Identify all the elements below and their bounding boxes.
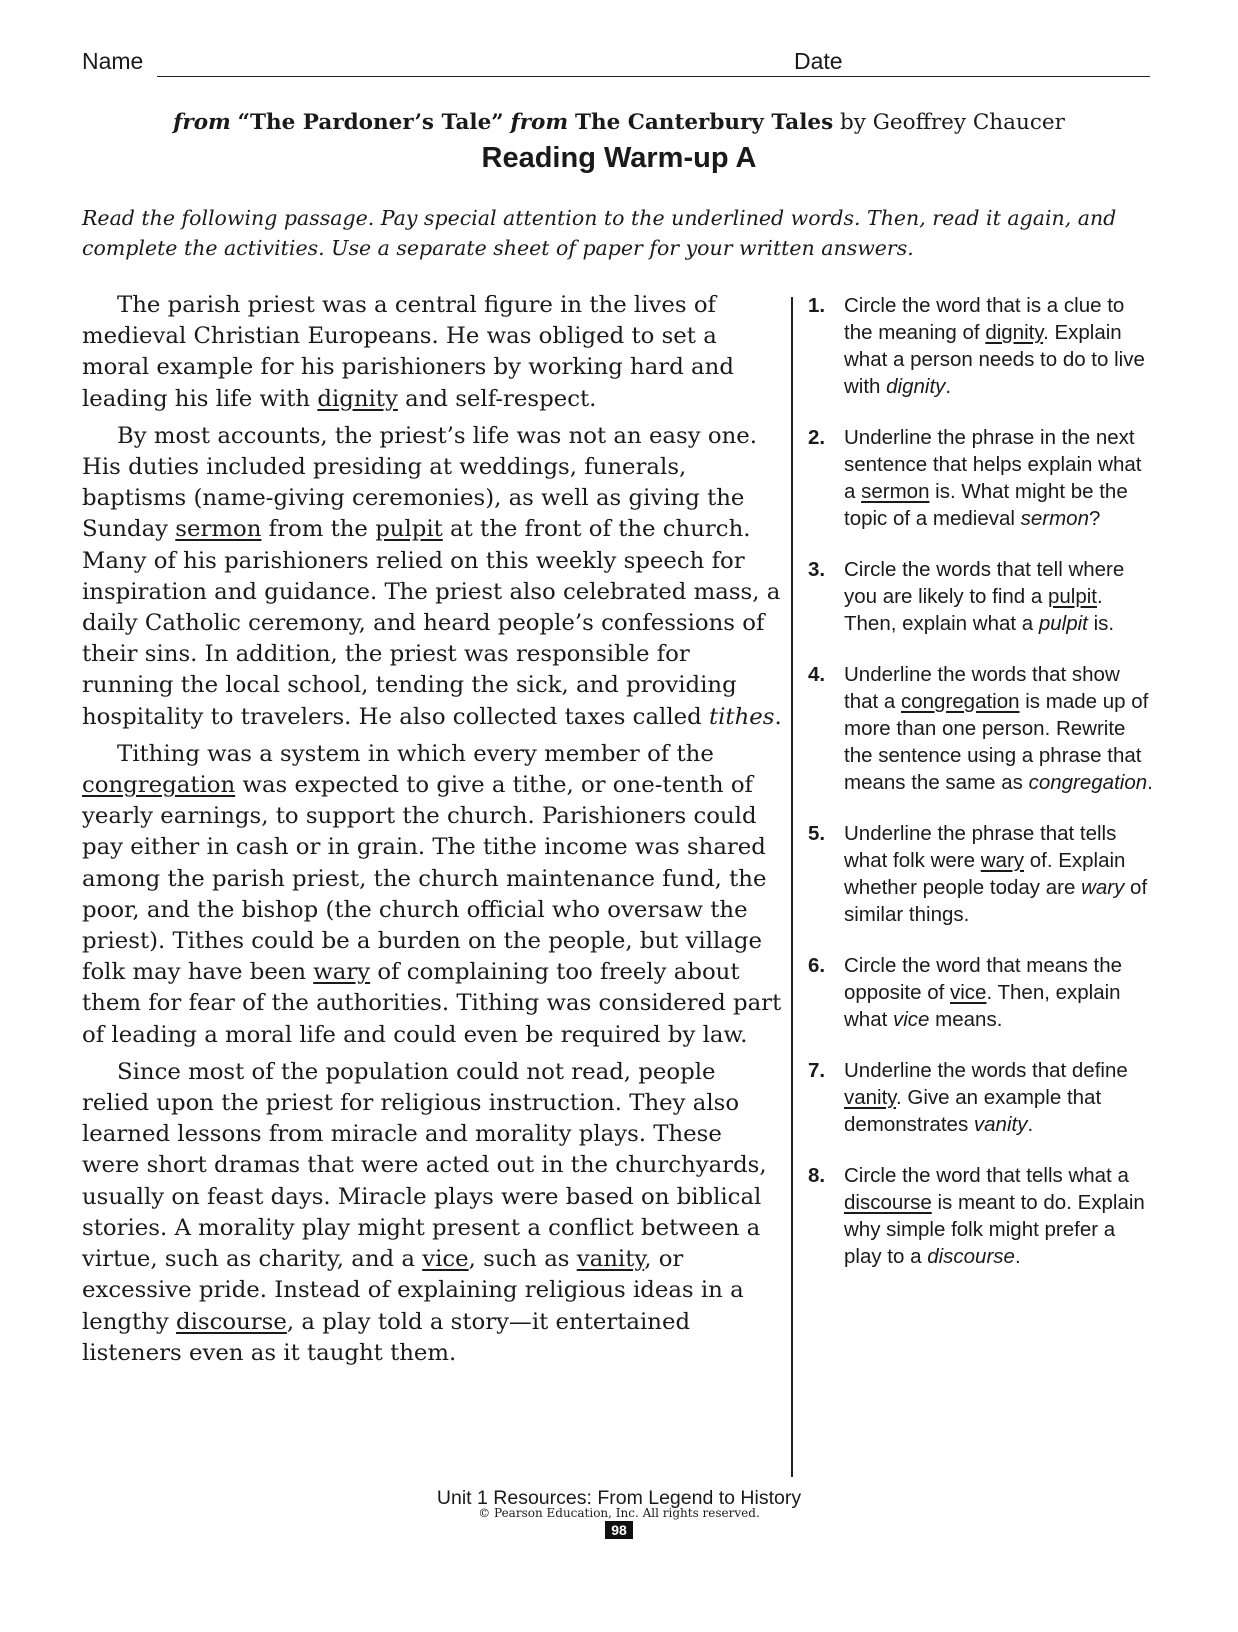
term-tithes: tithes: [708, 703, 775, 730]
question-item: 3. Circle the words that tell where you are likely to find a pulpit. Then, explain what a pulpit is.: [808, 558, 1125, 635]
paragraph-1: The parish priest was a central figure in the lives of medieval Christian Europeans. He was obliged to set a moral example for his parishioners by working hard and leading his life with dignity and self-respect.: [82, 292, 734, 412]
vocab-dignity: dignity: [317, 385, 398, 412]
vocab-vice: vice: [422, 1246, 469, 1273]
column-divider: [791, 297, 793, 1477]
question-number: 7.: [808, 1059, 826, 1082]
paragraph-2: By most accounts, the priest’s life was not an easy one. His duties included presiding at weddings, funerals, baptisms (name-giving ceremonies), as well as giving the Sunday sermon from the pulpit at the front of the church. Many of his parishioners relied on this weekly speech for inspiration and guidance. The priest also celebrated mass, a daily Catholic ceremony, and heard people’s confessions of their sins. In addition, the priest was responsible for running the local school, tending the sick, and providing hospitality to travelers. He also collected taxes called tithes.: [82, 422, 782, 730]
paragraph-3: Tithing was a system in which every member of the congregation was expected to give a tithe, or one-tenth of yearly earnings, to support the church. Parishioners could pay either in cash or in grain. The tithe income was shared among the parish priest, the church maintenance fund, the poor, and the bishop (the church official who oversaw the priest). Tithes could be a burden on the people, but village folk may have been wary of complaining too freely about them for fear of the authorities. Tithing was considered part of leading a moral life and could even be required by law.: [82, 740, 782, 1048]
date-line[interactable]: [857, 76, 1150, 77]
instructions: Read the following passage. Pay special attention to the underlined words. Then, read it again, and complete the activities. Use a separate sheet of paper for your written answers.: [82, 206, 1117, 260]
question-item: 2. Underline the phrase in the next sentence that helps explain what a sermon is. What might be the topic of a medieval sermon?: [808, 426, 1142, 530]
vocab-discourse: discourse: [176, 1308, 287, 1335]
name-label: Name: [82, 48, 144, 74]
name-line[interactable]: [157, 76, 857, 77]
question-number: 1.: [808, 294, 826, 317]
question-number: 5.: [808, 822, 826, 845]
question-item: 6. Circle the word that means the opposite of vice. Then, explain what vice means.: [808, 954, 1123, 1031]
question-number: 2.: [808, 426, 826, 449]
question-number: 6.: [808, 954, 826, 977]
copyright: © Pearson Education, Inc. All rights reserved.: [478, 1506, 760, 1520]
name-date-row: [82, 48, 1150, 84]
source-line: [0, 110, 1238, 135]
question-number: 8.: [808, 1164, 826, 1187]
footer: [0, 1487, 1238, 1540]
source-book: The Canterbury Tales: [574, 110, 834, 135]
footer-title: Unit 1 Resources: From Legend to History: [436, 1487, 802, 1509]
question-item: 4. Underline the words that show that a congregation is made up of more than one person. Rewrite the sentence using a phrase that means the same as congregation.: [808, 663, 1153, 794]
passage: [82, 290, 782, 1375]
source-from: from: [173, 110, 231, 135]
source-author: by Geoffrey Chaucer: [840, 110, 1065, 135]
question-number: 3.: [808, 558, 826, 581]
question-item: 7. Underline the words that define vanity. Give an example that demonstrates vanity.: [808, 1059, 1128, 1136]
page-title: Reading Warm-up A: [481, 142, 757, 174]
vocab-wary: wary: [313, 959, 371, 986]
vocab-congregation: congregation: [82, 772, 236, 799]
source-from-2: from: [510, 110, 569, 135]
paragraph-4: Since most of the population could not read, people relied upon the priest for religious instruction. They also learned lessons from miracle and morality plays. These were short dramas that were acted out in the churchyards, usually on feast days. Miracle plays were based on biblical stories. A morality play might present a conflict between a virtue, such as charity, and a vice, such as vanity, or excessive pride. Instead of explaining religious ideas in a lengthy discourse, a play told a story—it entertained listeners even as it taught them.: [82, 1058, 767, 1366]
page-number: 98: [605, 1521, 633, 1539]
question-number: 4.: [808, 663, 826, 686]
question-item: 8. Circle the word that tells what a discourse is meant to do. Explain why simple folk might prefer a play to a discourse.: [808, 1164, 1145, 1268]
source-tale: “The Pardoner’s Tale”: [237, 110, 504, 135]
question-item: 1. Circle the word that is a clue to the meaning of dignity. Explain what a person needs to do to live with dignity.: [808, 294, 1145, 398]
date-label: Date: [794, 48, 843, 74]
vocab-vanity: vanity: [576, 1246, 645, 1273]
vocab-sermon: sermon: [175, 516, 262, 543]
vocab-pulpit: pulpit: [375, 516, 443, 543]
question-item: 5. Underline the phrase that tells what folk were wary of. Explain whether people today are wary of similar things.: [808, 822, 1148, 926]
questions-list: [808, 292, 1153, 1294]
